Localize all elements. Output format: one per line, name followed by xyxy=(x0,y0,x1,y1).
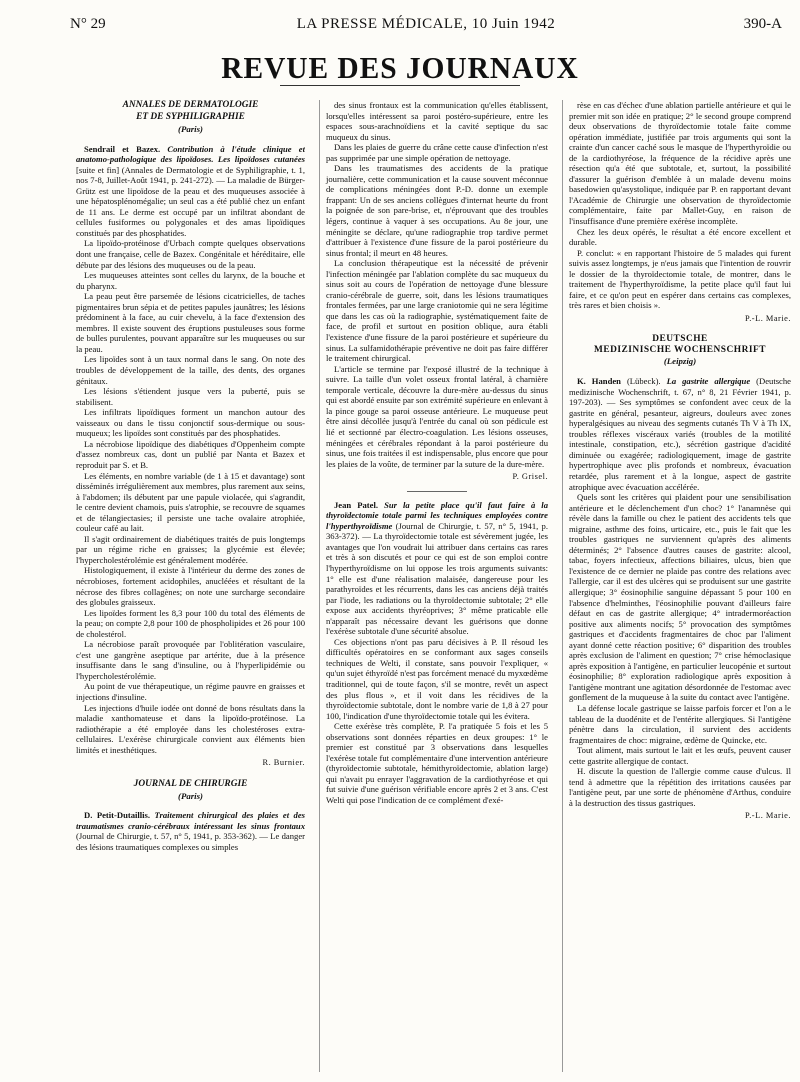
article-title: Sur la petite place qu'il faut faire à la thyroïdectomie totale parmi les techniques employées contre l'hyperthyroïdisme xyxy=(326,499,548,531)
paragraph: des sinus frontaux est la communication qu'elles établissent, lorsqu'elles intéressent sa paroi postéro-supérieure, entre les espaces sous-arachnoïdiens et la cavité septique du sac muqueux du sinus. xyxy=(326,100,548,142)
paragraph: Les injections d'huile iodée ont donné de bons résultats dans la maladie xanthomateuse et dans la lipoïdo-protéinose. La radiothérapie a été employée dans les cholestéroses extra-cellulaires. L'exérèse chirurgicale convient aux éléments bien limités et inesthétiques. xyxy=(76,702,305,755)
paragraph: La nécrobiose lipoïdique des diabétiques d'Oppenheim compte d'assez nombreux cas, dont un publié par Nanta et Bazex et reproduit par S. et B. xyxy=(76,438,305,470)
article-reference: [suite et fin] (Annales de Dermatologie et de Syphiligraphie, t. 1, nos 7-8, Juillet-Août 1941, p. 241-272). — La maladie de Bürger-Grütz est une lipoïdose de la peau et des muqueuses associée à une hépatosplénomégalie; un seul cas a été publié chez un enfant de 11 ans. Le derme est occupé par un infiltrat abondant de cellules fusiformes ou polygonales et des amas lipoïdiques constitués par des phosphatides. xyxy=(76,164,305,238)
paragraph: Ces objections n'ont pas paru décisives à P. Il résoud les difficultés opératoires en se conformant aux sages conseils techniques de Welti, il constate, sans pouvoir l'expliquer, « qu'un sujet éthyroïdé n'est pas forcément menacé du myxœdème traditionnel, qui de toute façon, s'il se montre, revêt un aspect des plus flous », et il voit dans les récidives de la thyroïdectomie subtotale, dont le nombre varie de 1,8 à 27 pour 100, l'indication d'une thyroïdectomie totale qui les évitera. xyxy=(326,636,548,721)
paragraph: La lipoïdo-protéinose d'Urbach compte quelques observations dont une française, celle de Bazex. Congénitale et héréditaire, elle débute par des lésions des muqueuses ou de la peau. xyxy=(76,238,305,270)
paragraph: La défense locale gastrique se laisse parfois forcer et l'on a le tableau de la duodénite et de l'entérite allergiques. Si l'antigène pénètre dans la circulation, il survient des accidents fragmentaires de choc: migraine, œdème de Quincke, etc. xyxy=(569,702,791,745)
separator-rule xyxy=(407,491,467,492)
paragraph: La conclusion thérapeutique est la nécessité de prévenir l'infection méningée par l'ablation complète du sac muqueux du sinus soit au cours de l'opération de nettoyage d'une blessure cranio-cérébrale de guerre, soit, dans les lésions traumatiques frontales fermées, par une large craniotomie qui ne sera légitime que dans les cas où la radiographie, systématiquement faite de face, de profil et surtout en position oblique, aura établi l'existence d'une fissure de la paroi postérieure et supérieure du sinus. La sulfamidothérapie préventive ne doit pas faire différer le traitement chirurgical. xyxy=(326,258,548,364)
paragraph: Chez les deux opérés, le résultat a été encore excellent et durable. xyxy=(569,226,791,248)
article-title: Contribution à l'étude clinique et anatomo-pathologique des lipoïdoses. Les lipoïdoses cutanées xyxy=(76,143,305,165)
article-heading xyxy=(76,144,305,239)
paragraph: P. conclut: « en rapportant l'histoire de 5 malades qui furent suivis assez longtemps, je n'eus jamais que l'intention de rouvrir le dossier de la thyroïdectomie totale, de montrer, dans le traitement de l'hyperthyroïdisme, la petite place qu'il faut lui faire, et ce qu'on peut en espérer dans certains cas complexes, très rares et bien choisis ». xyxy=(569,247,791,311)
article-reference: (Journal de Chirurgie, t. 57, n° 5, 1941, p. 353-362). — Le danger des lésions traumatiques complexes ou simples xyxy=(76,831,305,852)
section-location: (Paris) xyxy=(178,124,203,134)
paragraph: La peau peut être parsemée de lésions cicatricielles, de taches pigmentaires brun sépia et de petites papules jaunâtres; les lésions prédominent à la face, au cuir chevelu, à la face d'extension des membres. Il existe souvent des éruptions pustuleuses sous forme de bulles purulentes, pouvant apparaître sur les muqueuses ou sur la peau. xyxy=(76,291,305,354)
section-location: (Leipzig) xyxy=(663,356,697,367)
article-heading xyxy=(326,500,548,637)
section-title: JOURNAL DE CHIRURGIE xyxy=(133,778,248,789)
paragraph: Quels sont les critères qui plaident pour une sensibilisation antérieure et le déclenchement d'un choc? 1° l'anamnèse qui révèle dans la famille ou chez le patient des accidents tels que migraine, asthme des foins, urticaire, etc., puis le fait que les troubles gastriques ne surviennent qu'après des aliments déterminés; 2° l'absence d'autres causes de gastrite: alcool, tabac, foyers infectieux, affections biliaires, ulcus, bien que l'existence de ce dernier ne plaide pas contre des relations avec l'allergie, car il est des ulcères qui se produisent sur une gastrite allergique; 3° éosinophilie sanguine dépassant 5 pour 100 en l'absence d'helminthes, l'éosinophilie pouvant d'ailleurs faire défaut en cas de gastrite allergique; 4° intradermoréaction positive aux aliments nocifs; 5° provocation des symptômes gastriques et d'accidents fragmentaires de choc par l'aliment ayant donné cette réaction positive; 6° disparition des troubles après exclusion de l'aliment en question; 7° crise hémoclasique après exposition à l'antigène, en particulier leucopénie et surtout éosinophilie; 8° exploration radiologique après exposition à l'antigène montrant une agitation désordonnée de l'estomac avec gonflement de la muqueuse à la suite du contact avec l'antigène. xyxy=(569,492,791,703)
paragraph: Les lésions s'étiendent jusque vers la puberté, puis se stabilisent. xyxy=(76,386,305,407)
signature: P.-L. Marie. xyxy=(744,313,791,323)
paragraph: Histologiquement, il existe à l'intérieur du derme des zones de nécrobioses, fortement acidophiles, anucléées et résultant de la nécrose des fibres collagènes; on note une surcharge secondaire des globules graisseux. xyxy=(76,565,305,608)
article-reference: (Deutsche medizinische Wochenschrift, t. 67, n° 8, 21 Février 1941, p. 197-203). — Ses symptômes se confondent avec ceux de la gastrite en général, pesanteur, aigreurs, douleurs avec zones hyperalgésiques au niveau des segments cutanés Th V à Th IX, troubles réflexes viscéraux variés (troubles de la motilité intestinale, constipation, etc.), sécrétion gastrique d'acidité diminuée ou exagérée; radiologiquement, image de gastrite hypertrophique avec plis profonds et nombreux, évacuation retardée, plus rarement et à la longue, aspect de gastrite atrophique avec évacuation accélérée. xyxy=(569,376,791,492)
article-author: K. Handen xyxy=(577,376,621,387)
journal-name-date: LA PRESSE MÉDICALE, 10 Juin 1942 xyxy=(296,15,556,32)
article-author: D. Petit-Dutaillis. xyxy=(84,810,151,821)
issue-number: N° 29 xyxy=(70,15,106,32)
paragraph: La nécrobiose paraît provoquée par l'oblitération vasculaire, c'est une gangrène aseptique par artérite, due à la présence insuffisante dans le sang d'insuline, ou à l'hyperlipidémie ou l'hypercholestérolémie. xyxy=(76,639,305,681)
paragraph: Les infiltrats lipoïdiques forment un manchon autour des vaisseaux ou dans le tissu conjonctif sous-dermique ou sous-muqueux; les lipoïdes sont constitués par des phosphatides. xyxy=(76,407,305,439)
running-header xyxy=(70,14,782,34)
page-number: 390-A xyxy=(743,15,782,32)
paragraph: H. discute la question de l'allergie comme cause d'ulcus. Il tend à admettre que la répétition des irritations causées par l'antigène peut, par une sorte de phénomène d'Arthus, conduire à la destruction des tissus gastriques. xyxy=(569,766,791,808)
article-title: Traitement chirurgical des plaies et des traumatismes cranio-cérébraux intéressant les sinus frontaux xyxy=(76,810,305,831)
article-reference: (Journal de Chirurgie, t. 57, n° 5, 1941, p. 363-372). — La thyroïdectomie totale est sévèrement jugée, les avantages que l'on voudrait lui attribuer dans certains cas rares et très à son discutés et pour ce qui est de son emploi contre l'hyperthyroïdisme on lui oppose les trois arguments suivants: 1° elle est d'une réalisation malaisée, dangereuse pour les parathyroïdes et les récurrents, dans les cas anciens déjà traités par l'iode, les radiations ou la thyroïdectomie subtotale; 2° elle expose aux accidents thyréoprives; 3° même praticable elle n'apparaît pas nécessaire devant les guérisons que donne l'exérèse subtotale d'une sécurité absolue. xyxy=(326,520,548,637)
signature: R. Burnier. xyxy=(262,758,305,768)
article-columns xyxy=(76,100,792,1072)
paragraph: Les lipoïdes forment les 8,3 pour 100 du total des éléments de la peau; on compte 2,8 pour 100 de phospholipides et 26 pour 100 de cholestérol. xyxy=(76,607,305,639)
article-title: La gastrite allergique xyxy=(666,376,751,387)
page-title: REVUE DES JOURNAUX xyxy=(221,50,579,85)
title-rule xyxy=(280,85,520,86)
paragraph: Les lipoïdes sont à un taux normal dans le sang. On note des troubles de développement de la taille, des dents, des organes génitaux. xyxy=(76,354,305,386)
paragraph: Cette exérèse très complète, P. l'a pratiquée 5 fois et les 5 observations sont données réparties en deux groupes: 1° le premier est constitué par 3 observations dans lesquelles l'exérèse totale fut complémentaire d'une intervention antérieure (thyroïdectomie subtotale, hémithyroïdectomie, ablation large) qui n'avait pu enrayer l'aggravation de la cardiothyréose et qui fut suivie d'une guérison vérifiable encore après 2 et 3 ans. C'est Welti qui pose l'indication de ce complément d'exé- xyxy=(326,721,548,805)
column-1 xyxy=(76,100,305,1072)
article-heading xyxy=(569,376,791,492)
paragraph: Les muqueuses atteintes sont celles du larynx, de la bouche et du pharynx. xyxy=(76,270,305,291)
paragraph: Les éléments, en nombre variable (de 1 à 15 et davantage) sont disséminés irrégulièrement aux membres, plus rarement aux seins, à l'abdomen; ils débutent par une papule violacée, qui s'agrandit, le centre devient chamois, puis s'atrophie, se recouvre de squames et de télangiectasies; il persiste une tache ovalaire atrophiée, couleur café au lait. xyxy=(76,470,305,534)
paragraph: Au point de vue thérapeutique, un régime pauvre en graisses et injections d'insuline. xyxy=(76,681,305,702)
section-title: ET DE SYPHILIGRAPHIE xyxy=(136,112,245,122)
section-title: ANNALES DE DERMATOLOGIE xyxy=(122,100,259,110)
paragraph: Dans les plaies de guerre du crâne cette cause d'infection n'est pas supprimée par une simple opération de nettoyage. xyxy=(326,142,548,163)
article-heading xyxy=(76,810,305,852)
section-location: (Paris) xyxy=(178,790,203,801)
column-3 xyxy=(562,100,791,1072)
article-author: Sendrail et Bazex. xyxy=(84,143,161,154)
signature: P. Grisel. xyxy=(512,472,548,482)
article-author: Jean Patel. xyxy=(334,499,378,510)
paragraph: L'article se termine par l'exposé illustré de la technique à suivre. La taille d'un volet osseux frontal latéral, à charnière temporale verticale, découvre la dure-mère au-dessus du sinus qui est abordé ensuite par son extrémité supérieure en enlevant à la pince gouge sa paroi osseuse antérieure. Le muqueuse peut être ainsi décollée jusqu'à l'entrée du canal où son pédicule est lié et sectionné par électro-coagulation. Les lésions osseuses, méningées et cérébrales répondant à la paroi postérieure du sinus, une fois traitées il est indispensable, plus encore que pour les plaies de la voûte, de terminer par la suture de la dure-mère. xyxy=(326,363,548,469)
article-author-place: (Lübeck). xyxy=(626,376,661,387)
paragraph: Tout aliment, mais surtout le lait et les œufs, peuvent causer cette gastrite allergique de contact. xyxy=(569,745,791,766)
section-title: MEDIZINISCHE WOCHENSCHRIFT xyxy=(594,345,766,356)
paragraph: rèse en cas d'échec d'une ablation partielle antérieure et qui le premier mit son idée en pratique; 2° le second groupe comprend deux observations de thyroïdectomie totale faite comme opération immédiate, justifiée par trois arguments qui sont la crainte d'un cancer caché sous le masque de l'hyperthyroïdie ou de la cardiothyréose, la fréquence de la récidive après une résection qu'a été que subtotale, et, surtout, la possibilité d'assurer la guérison d'emblée à un malade devenu moins basedowien qu'asystolique, indiquée par P. en rapportant devant l'Académie de Chirurgie une observation de thyroïdectomie complémentaire, faite par Mallet-Guy, en raison de l'insuffisance d'une première exérèse incomplète. xyxy=(569,100,791,227)
signature: P.-L. Marie. xyxy=(744,811,791,821)
paragraph: Il s'agit ordinairement de diabétiques traités de puis longtemps par un régime riche en graisses; la glycémie est élevée; l'hypercholestérolémie est généralement modérée. xyxy=(76,533,305,565)
section-title: DEUTSCHE xyxy=(652,334,708,345)
paragraph: Dans les traumatismes des accidents de la pratique journalière, cette communication et la cause souvent méconnue de complications méningées dont P.-D. donne un exemple frappant: Un de ses anciens collègues d'internat heurte du front la poignée de son pare-brise, et, n'éprouvant que des troubles légers, continue à vaquer à ses occupations. Au 8e jour, une méningite se déclare, qu'une radiographie trop tardive permet d'attribuer à l'existence d'une fissure de la paroi postérieure du sinus frontal; il meurt en 48 heures. xyxy=(326,163,548,258)
column-2 xyxy=(319,100,548,1072)
